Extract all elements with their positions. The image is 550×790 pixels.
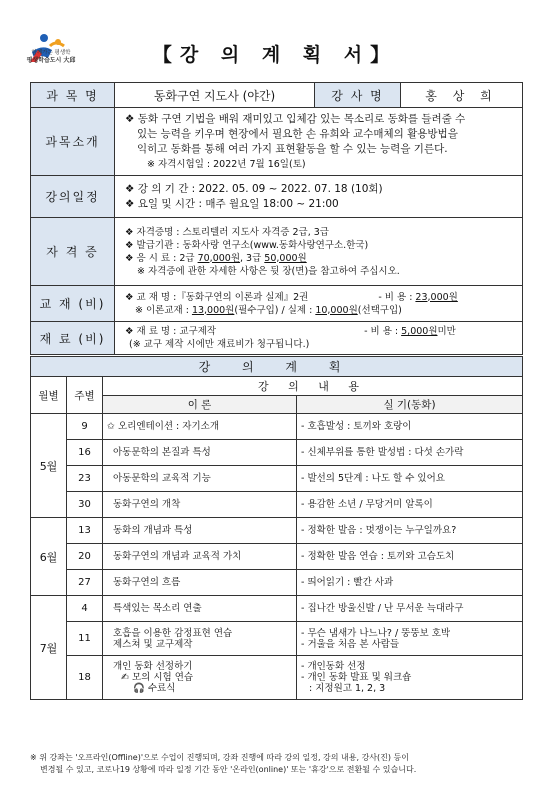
textbook-optional: (선택구입) xyxy=(357,304,402,316)
textbook-name-row xyxy=(125,291,516,304)
course-name-value: 동화구연 지도사 (야간) xyxy=(115,83,315,108)
textbook-cost: 23,000원 xyxy=(415,291,458,303)
material-name-row xyxy=(125,325,516,338)
practice-line: - 거울을 처음 본 사람들 xyxy=(301,638,400,650)
month-cell-june: 6월 xyxy=(31,518,67,596)
intro-line-3: 익히고 동화를 통해 여러 가지 표현활동을 할 수 있는 능력을 기른다. xyxy=(137,142,448,155)
col-month: 월별 xyxy=(31,377,67,414)
intro-line-1: ❖ 동화 구연 기법을 배워 재미있고 입체감 있는 목소리로 동화를 들려줄 수 xyxy=(125,112,466,125)
cert-issuer: ❖ 발급기관 : 동화사랑 연구소(www.동화사랑연구소.한국) xyxy=(125,239,369,251)
footer-note xyxy=(30,752,530,776)
theory-cell: 특색있는 목소리 연출 xyxy=(103,596,297,622)
theory-line: 제스쳐 및 교구제작 xyxy=(113,638,193,650)
theory-line: 🎧 수료식 xyxy=(133,683,176,694)
textbook-text xyxy=(115,286,523,322)
theory-cell xyxy=(103,622,297,656)
theory-cell: 아동문학의 본질과 특성 xyxy=(103,440,297,466)
material-label: 재 료 (비) xyxy=(31,322,115,355)
cert-fee-level2: 70,000원 xyxy=(197,252,241,264)
lecture-plan-table xyxy=(30,356,523,700)
practice-cell xyxy=(297,656,523,700)
theory-cell: 동화구연의 개착 xyxy=(103,492,297,518)
practice-cell: - 정확한 발음 연습 : 토끼와 고슴도치 xyxy=(297,544,523,570)
table-row xyxy=(31,466,523,492)
week-cell: 23 xyxy=(67,466,103,492)
week-cell: 30 xyxy=(67,492,103,518)
lecture-plan-title: 강 의 계 획 xyxy=(31,357,523,377)
certificate-label: 자 격 증 xyxy=(31,218,115,286)
practice-cell xyxy=(297,622,523,656)
col-theory: 이 론 xyxy=(103,396,297,414)
table-row xyxy=(31,518,523,544)
footer-line-1: ※ 위 강좌는 '오프라인(Offline)'으로 수업이 진행되며, 강좌 진행에 따라 강의 일정, 강의 내용, 강사(진) 등이 xyxy=(30,753,409,762)
week-cell: 11 xyxy=(67,622,103,656)
course-name-label: 과 목 명 xyxy=(31,83,115,108)
week-cell: 18 xyxy=(67,656,103,700)
textbook-practice-cost: 10,000원 xyxy=(315,304,358,316)
theory-cell: 아동문학의 교육적 기능 xyxy=(103,466,297,492)
course-intro-text xyxy=(115,108,523,176)
col-week: 주별 xyxy=(67,377,103,414)
practice-cell: - 발선의 5단계 : 나도 할 수 있어요 xyxy=(297,466,523,492)
cert-fee-level3: 50,000원 xyxy=(264,252,307,264)
theory-cell: ✩ 오리엔테이션 : 자기소개 xyxy=(103,414,297,440)
theory-cell: 동화의 개념과 특성 xyxy=(103,518,297,544)
textbook-name: ❖ 교 재 명 :『동화구연의 이론과 실제』2권 xyxy=(125,291,309,303)
practice-cell: - 정확한 발음 : 멋쟁이는 누구일까요? xyxy=(297,518,523,544)
textbook-detail-row xyxy=(125,304,516,317)
practice-cell: - 집나간 방울신발 / 난 무서운 늑대라구 xyxy=(297,596,523,622)
course-info-table xyxy=(30,82,523,355)
table-row xyxy=(31,492,523,518)
col-practice: 실 기(동화) xyxy=(297,396,523,414)
material-cost: 5,000원 xyxy=(401,326,438,337)
practice-line: - 개인 동화 발표 및 워크숍 xyxy=(301,672,412,683)
page-title: 【강 의 계 획 서】 xyxy=(152,44,398,66)
material-note: (※ 교구 제작 시에만 재료비가 청구됩니다.) xyxy=(129,339,310,350)
logo-caption-line2: 평생학습도시 大邱 xyxy=(26,57,76,64)
practice-line: - 무슨 냄새가 나느나? / 뚱뚱보 호박 xyxy=(301,627,451,639)
practice-cell: - 호흡발성 : 토끼와 호랑이 xyxy=(297,414,523,440)
textbook-label: 교 재 (비) xyxy=(31,286,115,322)
schedule-text xyxy=(115,176,523,218)
col-lecture-content: 강 의 내 용 xyxy=(103,377,523,396)
table-row xyxy=(31,596,523,622)
practice-cell: - 신체부위를 통한 발성법 : 다섯 손가락 xyxy=(297,440,523,466)
material-cost-label: - 비 용 : xyxy=(364,326,402,337)
theory-line: 호흡을 이용한 감정표현 연습 xyxy=(113,627,233,639)
material-text xyxy=(115,322,523,355)
schedule-label: 강의일정 xyxy=(31,176,115,218)
cert-note: ※ 자격증에 관한 자세한 사항은 뒷 장(면)을 참고하여 주십시오. xyxy=(137,265,400,277)
week-cell: 4 xyxy=(67,596,103,622)
theory-line: 개인 동화 선정하기 xyxy=(113,661,193,672)
schedule-period: ❖ 강 의 기 간 : 2022. 05. 09 ~ 2022. 07. 18 (10회) xyxy=(125,182,383,195)
month-cell-may: 5월 xyxy=(31,414,67,518)
theory-line: ✍ 모의 시험 연습 xyxy=(121,672,194,683)
practice-line: - 개인동화 선정 xyxy=(301,661,366,672)
table-row xyxy=(31,656,523,700)
practice-line: : 지정원고 1, 2, 3 xyxy=(309,683,386,694)
footer-line-2: 변경될 수 있고, 코로나19 상황에 따라 일정 기간 동안 '온라인(online)' 또는 '휴강'으로 전환될 수 있습니다. xyxy=(40,765,417,774)
week-cell: 13 xyxy=(67,518,103,544)
course-intro-label: 과목소개 xyxy=(31,108,115,176)
practice-cell: - 띄어읽기 : 빨간 사과 xyxy=(297,570,523,596)
cert-fee-mid: , 3급 xyxy=(240,252,265,264)
cert-name: ❖ 자격증명 : 스토리텔러 지도사 자격증 2급, 3급 xyxy=(125,226,329,238)
intro-line-2: 있는 능력을 키우며 현장에서 필요한 손 유희와 교수매체의 활용방법을 xyxy=(137,127,458,140)
theory-cell xyxy=(103,656,297,700)
certificate-text xyxy=(115,218,523,286)
month-cell-july: 7월 xyxy=(31,596,67,700)
week-cell: 9 xyxy=(67,414,103,440)
table-row xyxy=(31,544,523,570)
schedule-time: ❖ 요일 및 시간 : 매주 월요일 18:00 ~ 21:00 xyxy=(125,197,339,210)
textbook-theory-cost: 13,000원 xyxy=(191,304,235,316)
material-name: ❖ 재 료 명 : 교구제작 xyxy=(125,326,217,337)
week-cell: 20 xyxy=(67,544,103,570)
practice-cell: - 용감한 소년 / 무당거미 알록이 xyxy=(297,492,523,518)
cert-fee-prefix: ❖ 응 시 료 : 2급 xyxy=(125,252,198,264)
week-cell: 27 xyxy=(67,570,103,596)
textbook-theory-prefix: ※ 이론교재 : xyxy=(135,304,192,316)
intro-exam-date: ※ 자격시험일 : 2022년 7월 16일(토) xyxy=(147,158,306,170)
theory-cell: 동화구연의 흐름 xyxy=(103,570,297,596)
cert-fee xyxy=(125,252,516,265)
textbook-cost-label: - 비 용 : xyxy=(378,291,416,303)
logo-caption-line1: 함께가는 평생학 xyxy=(31,50,71,56)
instructor-label: 강 사 명 xyxy=(315,83,401,108)
theory-cell: 동화구연의 개념과 교육적 가치 xyxy=(103,544,297,570)
table-row xyxy=(31,570,523,596)
table-row xyxy=(31,622,523,656)
material-cost-suffix: 미만 xyxy=(437,326,456,337)
textbook-practice-prefix: (필수구입) / 실제 : xyxy=(234,304,316,316)
week-cell: 16 xyxy=(67,440,103,466)
table-row xyxy=(31,440,523,466)
instructor-value: 홍 상 희 xyxy=(401,83,523,108)
table-row xyxy=(31,414,523,440)
